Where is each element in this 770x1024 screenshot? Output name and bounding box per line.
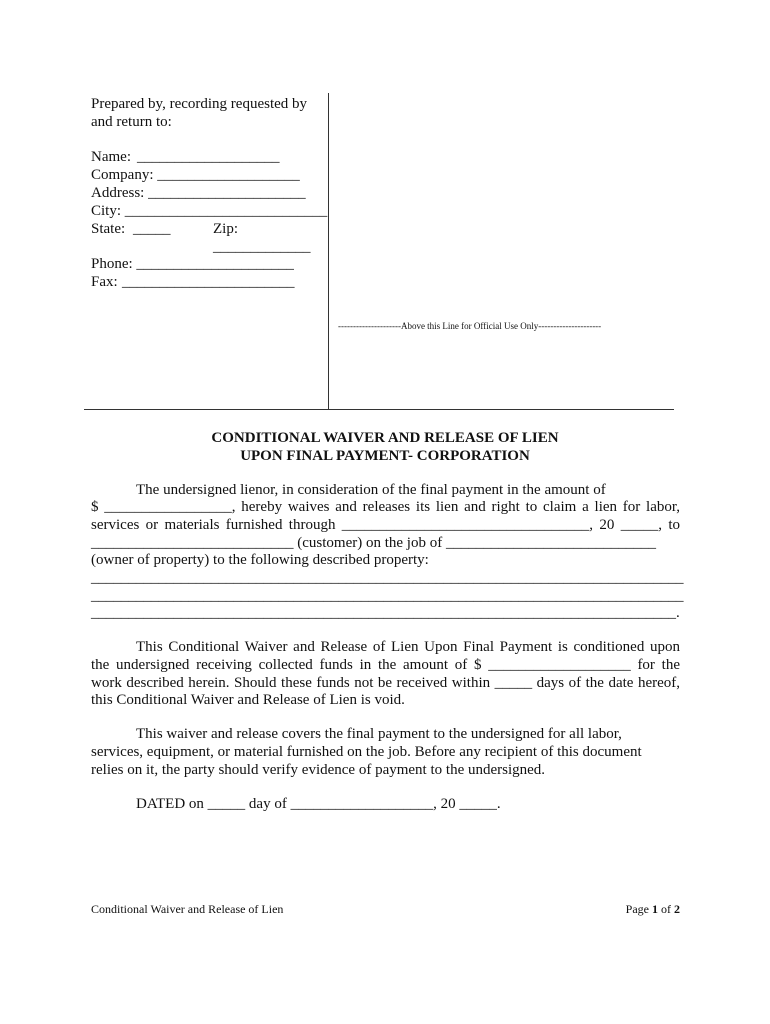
fax-label: Fax: [91, 274, 118, 290]
document-title-line1: CONDITIONAL WAIVER AND RELEASE OF LIEN [211, 430, 559, 446]
dated-line: DATED on _____ day of ___________________, 20 _____. [136, 796, 501, 812]
property-blank-3: ______________________________________________________________________________. [91, 605, 680, 621]
paragraph1-line1: The undersigned lienor, in consideration of the final payment in the amount of [136, 482, 606, 498]
phone-line: Phone: _____________________ [91, 256, 294, 272]
property-blank-2: _______________________________________________________________________________ [91, 588, 684, 604]
city-line: City: ___________________________ [91, 203, 328, 219]
name-label: Name: [91, 149, 131, 165]
zip-blank: _____________ [213, 239, 311, 255]
fax-blank: _______________________ [122, 274, 295, 290]
page-total: 2 [674, 902, 680, 916]
name-blank: ___________________ [137, 149, 280, 165]
paragraph3-line1: This waiver and release covers the final payment to the undersigned for all labor, [136, 726, 622, 742]
paragraph2-line4: this Conditional Waiver and Release of Lien is void. [91, 692, 405, 708]
paragraph3-line3: relies on it, the party should verify evidence of payment to the undersigned. [91, 762, 546, 778]
paragraph1-line5: (owner of property) to the following described property: [91, 552, 429, 568]
header-vertical-divider [328, 93, 329, 410]
paragraph1-line3: services or materials furnished through _________________________________, 20 _____, to [91, 517, 680, 533]
property-blank-1: _______________________________________________________________________________ [91, 570, 684, 586]
state-label: State: [91, 221, 126, 237]
paragraph3-line2: services, equipment, or material furnished on the job. Before any recipient of this document [91, 744, 642, 760]
document-title-line2: UPON FINAL PAYMENT- CORPORATION [240, 448, 530, 464]
prepared-by-line2: and return to: [91, 114, 172, 130]
prepared-by-line1: Prepared by, recording requested by [91, 96, 308, 112]
paragraph2-line1: This Conditional Waiver and Release of Lien Upon Final Payment is conditioned upon [136, 639, 680, 655]
page-number [626, 902, 680, 916]
address-line: Address: _____________________ [91, 185, 306, 201]
paragraph1-line4: ___________________________ (customer) on the job of ____________________________ [91, 535, 656, 551]
company-line: Company: ___________________ [91, 167, 300, 183]
paragraph2-line3: work described herein. Should these funds not be received within _____ days of the date hereof, [91, 675, 680, 691]
paragraph2-line2: the undersigned receiving collected funds in the amount of $ ___________________ for the [91, 657, 680, 673]
state-blank: _____ [133, 221, 171, 237]
header-horizontal-divider [84, 409, 674, 410]
footer-document-name: Conditional Waiver and Release of Lien [91, 902, 284, 916]
page-current: 1 [652, 902, 658, 916]
paragraph1-line2: $ _________________, hereby waives and releases its lien and right to claim a lien for labor, [91, 499, 680, 515]
zip-label: Zip: [213, 221, 238, 237]
page-of: of [661, 902, 671, 916]
page-label: Page [625, 902, 649, 916]
official-use-note: ---------------------Above this Line for Official Use Only--------------------- [338, 321, 602, 331]
